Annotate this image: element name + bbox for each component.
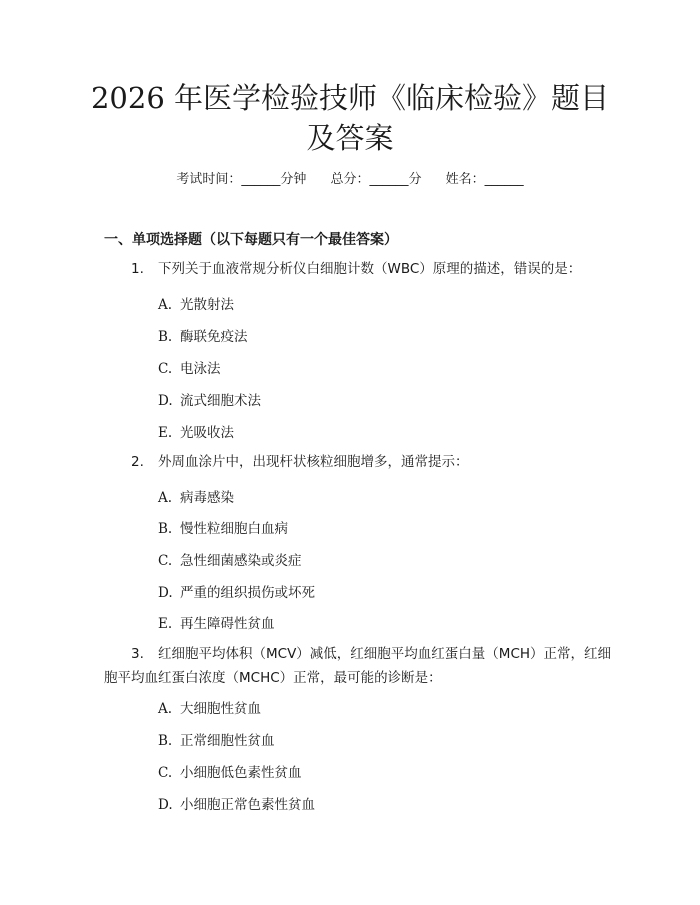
question-text: 外周血涂片中，出现杆状核粒细胞增多，通常提示： <box>158 454 469 470</box>
option-1b: B. 酶联免疫法 <box>158 329 248 345</box>
section-heading: 一、单项选择题（以下每题只有一个最佳答案） <box>104 232 398 248</box>
option-1e: E. 光吸收法 <box>158 425 234 441</box>
exam-name: 姓名：______ <box>445 172 524 187</box>
option-2c: C. 急性细菌感染或炎症 <box>158 553 302 569</box>
question-3-continuation: 胞平均血红蛋白浓度（MCHC）正常，最可能的诊断是： <box>104 670 442 686</box>
option-2b: B. 慢性粒细胞白血病 <box>158 521 288 537</box>
option-2d: D. 严重的组织损伤或坏死 <box>158 585 315 601</box>
option-1d: D. 流式细胞术法 <box>158 393 261 409</box>
option-1a: A. 光散射法 <box>158 297 234 313</box>
option-3c: C. 小细胞低色素性贫血 <box>158 765 302 781</box>
question-number: 1. <box>131 261 144 277</box>
question-number: 2. <box>131 454 144 470</box>
question-number: 3. <box>131 646 144 662</box>
exam-info <box>0 168 700 187</box>
exam-time: 考试时间：______分钟 <box>176 172 307 187</box>
exam-total-score: 总分：______分 <box>330 172 422 187</box>
option-3b: B. 正常细胞性贫血 <box>158 733 275 749</box>
option-1c: C. 电泳法 <box>158 361 221 377</box>
option-2e: E. 再生障碍性贫血 <box>158 616 275 632</box>
question-2 <box>131 448 469 476</box>
document-title: 2026 年医学检验技师《临床检验》题目及答案 <box>90 81 610 155</box>
question-text: 下列关于血液常规分析仪白细胞计数（WBC）原理的描述，错误的是： <box>158 261 582 277</box>
option-3d: D. 小细胞正常色素性贫血 <box>158 797 315 813</box>
question-text-line1: 红细胞平均体积（MCV）减低，红细胞平均血红蛋白量（MCH）正常，红细 <box>158 646 612 662</box>
option-3a: A. 大细胞性贫血 <box>158 701 261 717</box>
option-2a: A. 病毒感染 <box>158 490 234 506</box>
question-1 <box>131 255 581 283</box>
